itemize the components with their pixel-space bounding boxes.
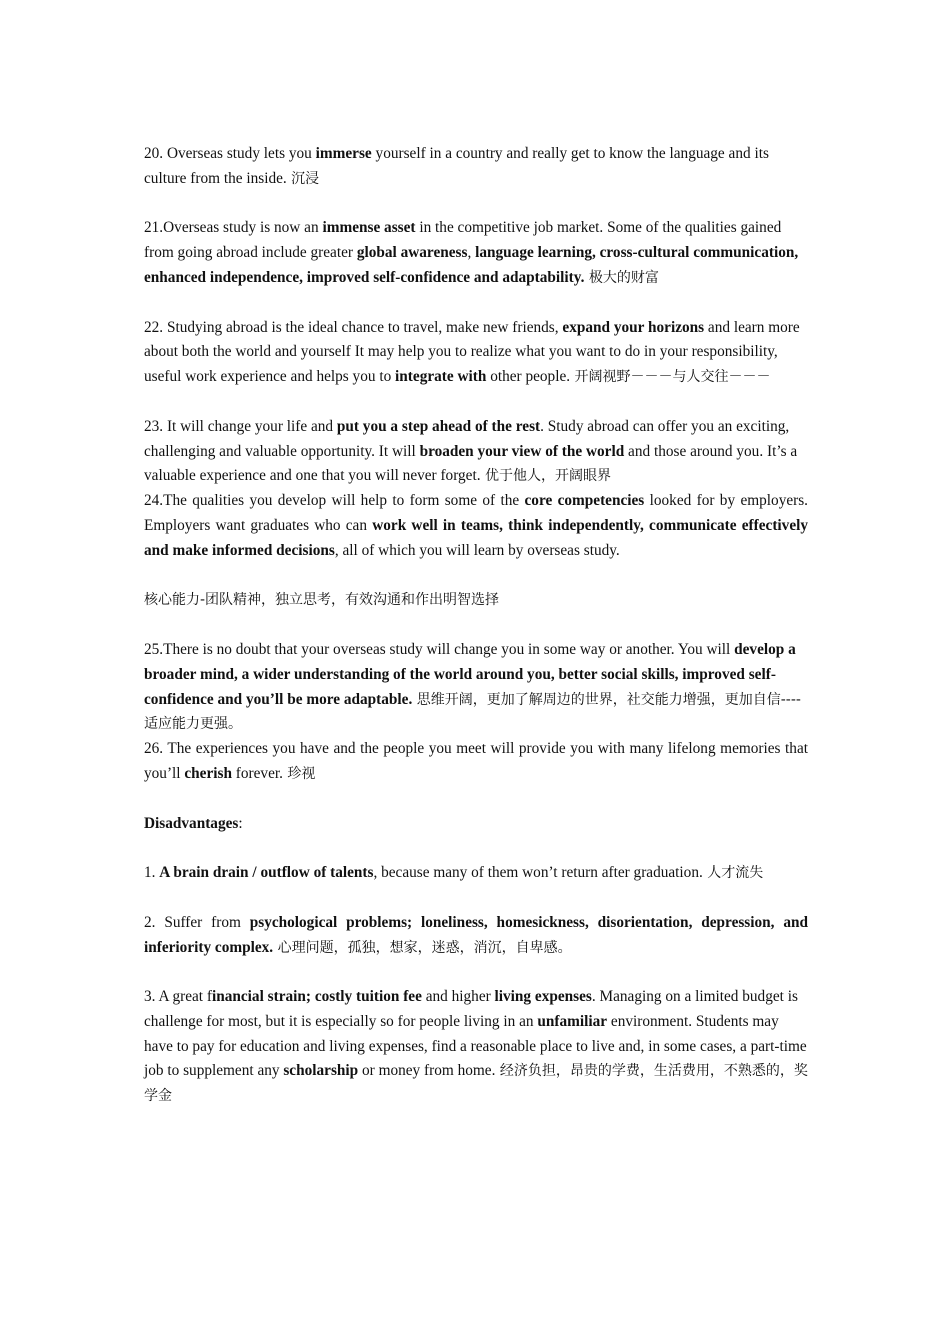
disadvantage-3-bold-1: inancial strain; costly tuition fee xyxy=(211,988,422,1006)
disadvantage-3-bold-3: unfamiliar xyxy=(537,1012,608,1030)
item-26-text: 26. The experiences you have and the people you meet will provide you with many lifelong memories that you’ll xyxy=(144,740,808,782)
disadvantage-3-text-4: environment. Students may have to pay for education and living expenses, find a reasonable place to live and, in some cases, a part-time job to supplement any xyxy=(144,1012,807,1080)
item-20-chinese: 沉浸 xyxy=(286,170,320,187)
disadvantage-3-text-5: or money from home. xyxy=(358,1062,496,1080)
item-21 xyxy=(144,216,808,290)
item-24-text-3: , all of which you will learn by overseas study. xyxy=(334,541,620,559)
item-23-bold-2: broaden your view of the world xyxy=(419,442,625,460)
document-page xyxy=(144,142,808,1109)
item-23-text-3: and those around you. It’s a valuable experience and one that you will never forget. xyxy=(144,442,798,485)
item-24-bold-2: work well in teams, think independently, communicate effectively and make informed decisions xyxy=(144,516,809,559)
disadvantages-heading xyxy=(144,812,808,837)
item-24 xyxy=(144,489,808,563)
disadvantage-3-text-3: . Managing on a limited budget is challenge for most, but it is especially so for people living in an xyxy=(144,988,798,1030)
item-23 xyxy=(144,415,808,489)
item-22-bold-1: expand your horizons xyxy=(562,318,705,336)
item-25-bold-1: develop a broader mind, a wider understanding of the world around you, better social skills, improved self-confidence and you’ll be more adaptable. xyxy=(144,640,796,708)
item-26 xyxy=(144,737,808,787)
item-21-bold-3: language learning, cross-cultural communication, enhanced independence, improved self-confidence and adaptability. xyxy=(144,244,799,286)
disadvantage-3-bold-2: living expenses xyxy=(494,988,592,1006)
item-23-bold-1: put you a step ahead of the rest xyxy=(336,417,541,435)
item-24-text-2: looked for by employers. Employers want graduates who can xyxy=(144,492,809,534)
item-22-text-3: other people. xyxy=(486,368,571,386)
disadvantage-1-chinese: 人才流失 xyxy=(702,865,764,882)
item-26-bold: cherish xyxy=(184,764,232,782)
disadvantage-3 xyxy=(144,985,808,1109)
disadvantage-2 xyxy=(144,911,808,961)
item-22-bold-2: integrate with xyxy=(395,368,487,386)
item-25-text: 25.There is no doubt that your overseas study will change you in some way or another. You will xyxy=(144,640,735,658)
item-20-text-2: yourself in a country and really get to know the language and its culture from the inside. xyxy=(144,145,769,187)
item-21-text: 21.Overseas study is now an xyxy=(144,219,323,237)
item-21-bold-1: immense asset xyxy=(322,219,416,237)
item-24-text: 24.The qualities you develop will help to form some of the xyxy=(144,492,525,510)
item-25-chinese: 思维开阔，更加了解周边的世界，社交能力增强，更加自信----适应能力更强。 xyxy=(144,691,801,733)
item-21-chinese: 极大的财富 xyxy=(584,269,659,286)
disadvantage-3-chinese: 经济负担，昂贵的学费，生活费用，不熟悉的，奖学金 xyxy=(144,1063,808,1105)
disadvantages-heading-text: Disadvantages xyxy=(144,814,239,832)
disadvantage-2-bold: psychological problems; loneliness, homesickness, disorientation, depression, and inferiority complex. xyxy=(144,913,809,956)
disadvantage-1-text: 1. xyxy=(144,864,160,882)
item-20-text: 20. Overseas study lets you xyxy=(144,145,316,162)
item-22-text-2: and learn more about both the world and yourself It may help you to realize what you want to do in your responsibility, useful work experience and helps you to xyxy=(144,318,800,386)
item-23-chinese: 优于他人，开阔眼界 xyxy=(480,468,611,485)
item-22 xyxy=(144,316,808,390)
item-24-bold-1: core competencies xyxy=(524,492,645,510)
item-24-chinese: 核心能力-团队精神，独立思考，有效沟通和作出明智选择 xyxy=(144,592,500,609)
item-20 xyxy=(144,142,808,192)
item-22-text: 22. Studying abroad is the ideal chance to travel, make new friends, xyxy=(144,318,563,336)
item-26-text-2: forever. xyxy=(231,764,283,782)
item-20-bold: immerse xyxy=(315,145,372,162)
disadvantage-3-text: 3. A great f xyxy=(144,988,212,1006)
item-23-text: 23. It will change your life and xyxy=(144,417,337,435)
disadvantage-1-bold: A brain drain / outflow of talents xyxy=(159,864,374,882)
disadvantage-3-text-2: and higher xyxy=(421,988,495,1006)
item-23-text-2: . Study abroad can offer you an exciting, challenging and valuable opportunity. It will xyxy=(144,417,790,460)
item-21-text-2: in the competitive job market. Some of the qualities gained from going abroad include greater xyxy=(144,219,782,262)
disadvantage-2-chinese: 心理问题，孤独，想家，迷惑，消沉，自卑感。 xyxy=(273,939,572,956)
item-24-chinese-line xyxy=(144,588,808,613)
item-21-bold-2: global awareness xyxy=(356,244,468,262)
disadvantages-heading-colon: : xyxy=(238,814,243,832)
item-22-chinese: 开阔视野－－－与人交往－－－ xyxy=(570,369,771,386)
disadvantage-3-bold-4: scholarship xyxy=(283,1062,359,1080)
disadvantage-2-text: 2. Suffer from xyxy=(144,913,250,931)
disadvantage-1 xyxy=(144,861,808,886)
item-25 xyxy=(144,638,808,737)
item-21-text-3: , xyxy=(467,244,476,262)
item-26-chinese: 珍视 xyxy=(282,765,316,782)
disadvantage-1-text-2: , because many of them won’t return after graduation. xyxy=(373,864,703,882)
